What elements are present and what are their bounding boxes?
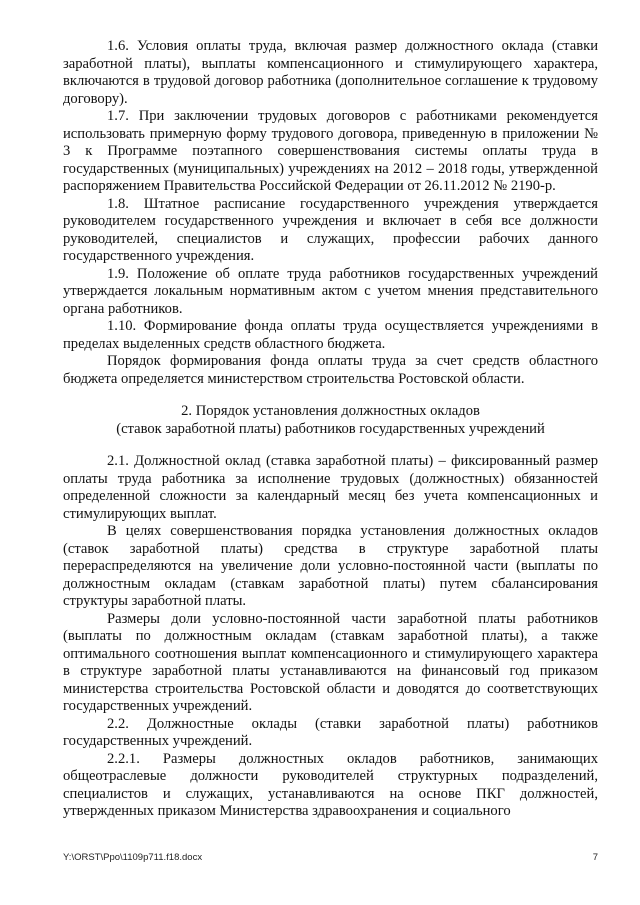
paragraph-2-2-1: 2.2.1. Размеры должностных окладов работников, занимающих общеотраслевые должности руководителей структурных подразделений, специалистов и служащих, устанавливаются на основе ПКГ должностей, утвержденных приказом Министерства здравоохранения и социального <box>63 750 598 819</box>
spacer <box>63 438 598 453</box>
paragraph-1-7: 1.7. При заключении трудовых договоров с работниками рекомендуется использовать примерную форму трудового договора, приведенную в приложении № 3 к Программе поэтапного совершенствования системы оплаты труда в государственных (муниципальных) учреждениях на 2012 – 2018 годы, утвержденной распоряжением Правительства Российской Федерации от 26.11.2012 № 2190-р. <box>63 108 598 194</box>
page-footer <box>63 852 598 863</box>
section-heading-line-1: 2. Порядок установления должностных окладов <box>181 403 480 419</box>
paragraph-1-6: 1.6. Условия оплаты труда, включая размер должностного оклада (ставки заработной платы), выплаты компенсационного и стимулирующего характера, включаются в трудовой договор работника (дополнительное соглашение к трудовому договору). <box>63 38 598 107</box>
paragraph-improvement: В целях совершенствования порядка установления должностных окладов (ставок заработной платы) средства в структуре заработной платы перераспределяются на увеличение доли условно-постоянной части (выплаты по должностным окладам (ставкам заработной платы) путем сбалансирования структуры заработной платы. <box>63 523 598 609</box>
paragraph-2-1: 2.1. Должностной оклад (ставка заработной платы) – фиксированный размер оплаты труда работника за исполнение трудовых (должностных) обязанностей определенной сложности за календарный месяц без учета компенсационных и стимулирующих выплат. <box>63 453 598 522</box>
paragraph-1-9: 1.9. Положение об оплате труда работников государственных учреждений утверждается локальным нормативным актом с учетом мнения представительного органа работников. <box>63 265 598 317</box>
paragraph-1-10: 1.10. Формирование фонда оплаты труда осуществляется учреждениями в пределах выделенных средств областного бюджета. <box>63 318 598 352</box>
paragraph-2-2: 2.2. Должностные оклады (ставки заработной платы) работников государственных учреждений. <box>63 715 598 749</box>
paragraph-fund-order: Порядок формирования фонда оплаты труда за счет средств областного бюджета определяется министерством строительства Ростовской области. <box>63 353 598 387</box>
document-body <box>63 38 598 821</box>
file-path: Y:\ORST\Ppo\1109p711.f18.docx <box>63 852 203 863</box>
section-heading-line-2: (ставок заработной платы) работников государственных учреждений <box>116 420 545 437</box>
spacer <box>63 388 598 403</box>
page-number: 7 <box>592 852 598 863</box>
paragraph-1-8: 1.8. Штатное расписание государственного учреждения утверждается руководителем государственного учреждения и включает в себя все должности руководителей, специалистов и служащих, профессии рабочих данного государственного учреждения. <box>63 195 598 264</box>
paragraph-share-sizes: Размеры доли условно-постоянной части заработной платы работников (выплаты по должностным окладам (ставкам заработной платы), а также оптимального соотношения выплат компенсационного и стимулирующего характера в структуре заработной платы устанавливаются на финансовый год приказом министерства строительства Ростовской области и доводятся до соответствующих государственных учреждений. <box>63 610 598 714</box>
